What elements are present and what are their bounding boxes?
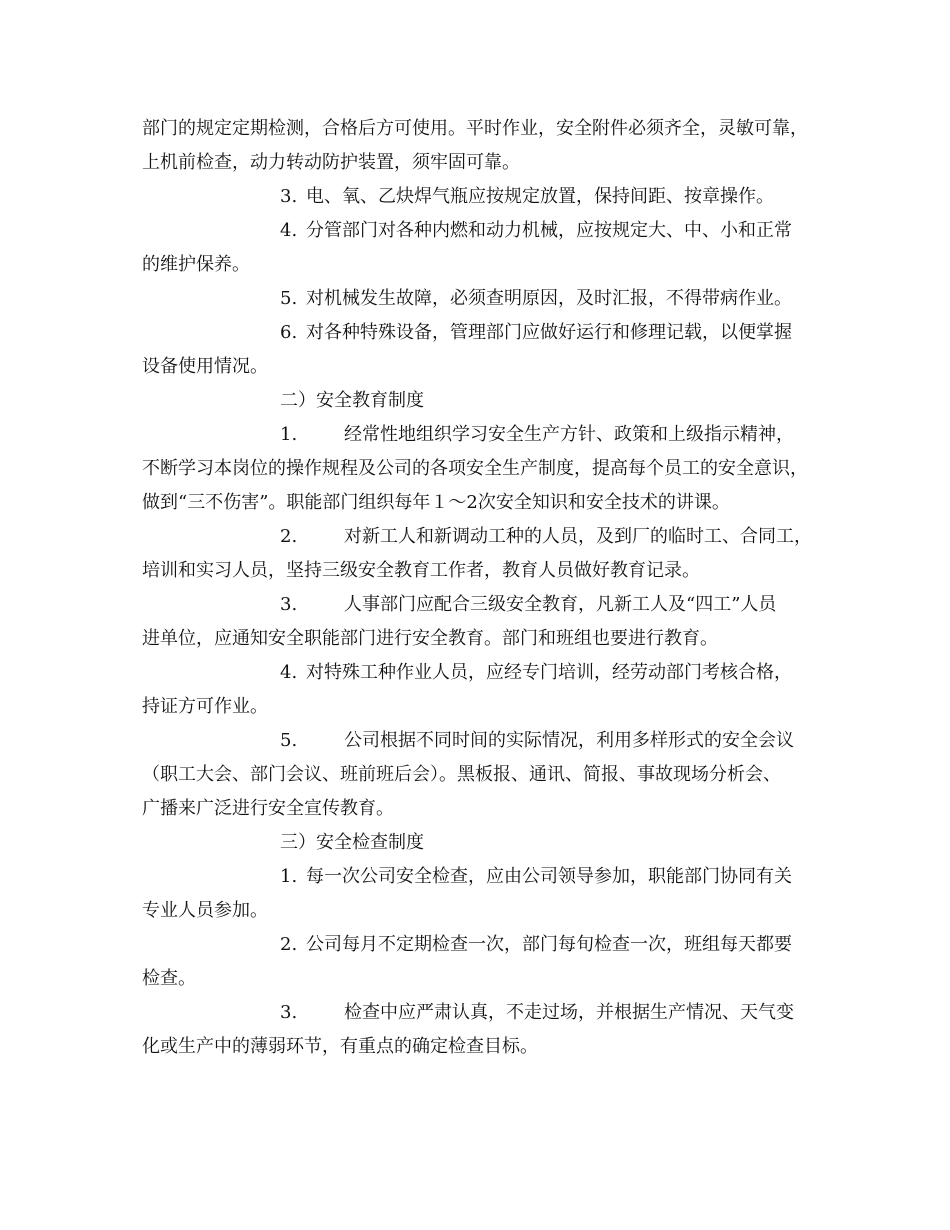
paragraph-line	[142, 656, 812, 690]
paragraph-line	[142, 214, 812, 248]
paragraph-text: 公司每月不定期检查一次，部门每旬检查一次，班组每天都要	[306, 934, 792, 955]
paragraph-text: 电、氧、乙炔焊气瓶应按规定放置，保持间距、按章操作。	[306, 186, 774, 207]
paragraph-text: 公司根据不同时间的实际情况，利用多样形式的安全会议	[344, 730, 794, 751]
item-number: 3.	[280, 1002, 298, 1023]
paragraph-line	[142, 588, 812, 622]
section-heading	[142, 826, 812, 860]
paragraph-line	[142, 146, 812, 180]
paragraph-text: 设备使用情况。	[142, 356, 268, 377]
item-number: 3.	[280, 186, 298, 207]
paragraph-line	[142, 1030, 812, 1064]
paragraph-line	[142, 928, 812, 962]
paragraph-line	[142, 622, 812, 656]
paragraph-text: 对机械发生故障，必须查明原因，及时汇报，不得带病作业。	[306, 288, 792, 309]
paragraph-text: 做到“三不伤害”。职能部门组织每年１～2次安全知识和安全技术的讲课。	[142, 492, 730, 513]
paragraph-text: 检查中应严肃认真，不走过场，并根据生产情况、天气变	[344, 1002, 794, 1023]
paragraph-text: 人事部门应配合三级安全教育，凡新工人及“四工”人员	[344, 594, 777, 615]
document-body	[142, 112, 812, 1064]
paragraph-line	[142, 690, 812, 724]
paragraph-line	[142, 758, 812, 792]
paragraph-line	[142, 180, 812, 214]
paragraph-line	[142, 452, 812, 486]
item-number: 2.	[280, 526, 298, 547]
item-number: 1.	[280, 866, 298, 887]
paragraph-line	[142, 860, 812, 894]
paragraph-text: 进单位，应通知安全职能部门进行安全教育。部门和班组也要进行教育。	[142, 628, 718, 649]
paragraph-text: 对各种特殊设备，管理部门应做好运行和修理记载，以便掌握	[306, 322, 792, 343]
paragraph-text: 每一次公司安全检查，应由公司领导参加，职能部门协同有关	[306, 866, 792, 887]
paragraph-text: 分管部门对各种内燃和动力机械，应按规定大、中、小和正常	[306, 220, 792, 241]
item-number: 3.	[280, 594, 298, 615]
paragraph-line	[142, 282, 812, 316]
paragraph-line	[142, 894, 812, 928]
paragraph-text: 经常性地组织学习安全生产方针、政策和上级指示精神，	[344, 424, 794, 445]
paragraph-line	[142, 350, 812, 384]
paragraph-text: 的维护保养。	[142, 254, 250, 275]
paragraph-line	[142, 248, 812, 282]
paragraph-line	[142, 996, 812, 1030]
paragraph-line	[142, 724, 812, 758]
paragraph-text: 上机前检查，动力转动防护装置，须牢固可靠。	[142, 152, 520, 173]
paragraph-line	[142, 486, 812, 520]
paragraph-line	[142, 962, 812, 996]
section-heading	[142, 384, 812, 418]
item-number: 4.	[280, 220, 298, 241]
paragraph-line	[142, 112, 812, 146]
paragraph-line	[142, 418, 812, 452]
paragraph-text: 培训和实习人员，坚持三级安全教育工作者，教育人员做好教育记录。	[142, 560, 700, 581]
paragraph-text: 部门的规定定期检测，合格后方可使用。平时作业，安全附件必须齐全，灵敏可靠，	[142, 118, 808, 139]
paragraph-text: （职工大会、部门会议、班前班后会）。黑板报、通讯、简报、事故现场分析会、	[142, 764, 781, 785]
paragraph-text: 不断学习本岗位的操作规程及公司的各项安全生产制度，提高每个员工的安全意识，	[142, 458, 808, 479]
item-number: 2.	[280, 934, 298, 955]
item-number: 5.	[280, 288, 298, 309]
item-number: 1.	[280, 424, 298, 445]
item-number: 4.	[280, 662, 298, 683]
paragraph-text: 专业人员参加。	[142, 900, 268, 921]
paragraph-text: 对新工人和新调动工种的人员，及到厂的临时工、合同工，	[344, 526, 812, 547]
paragraph-text: 持证方可作业。	[142, 696, 268, 717]
paragraph-line	[142, 520, 812, 554]
paragraph-text: 广播来广泛进行安全宣传教育。	[142, 798, 394, 819]
paragraph-text: 化或生产中的薄弱环节，有重点的确定检查目标。	[142, 1036, 538, 1057]
section-heading-text: 二）安全教育制度	[280, 390, 424, 411]
item-number: 5.	[280, 730, 298, 751]
paragraph-line	[142, 554, 812, 588]
paragraph-line	[142, 316, 812, 350]
item-number: 6.	[280, 322, 298, 343]
paragraph-text: 检查。	[142, 968, 196, 989]
section-heading-text: 三）安全检查制度	[280, 832, 424, 853]
paragraph-text: 对特殊工种作业人员，应经专门培训，经劳动部门考核合格，	[306, 662, 792, 683]
paragraph-line	[142, 792, 812, 826]
